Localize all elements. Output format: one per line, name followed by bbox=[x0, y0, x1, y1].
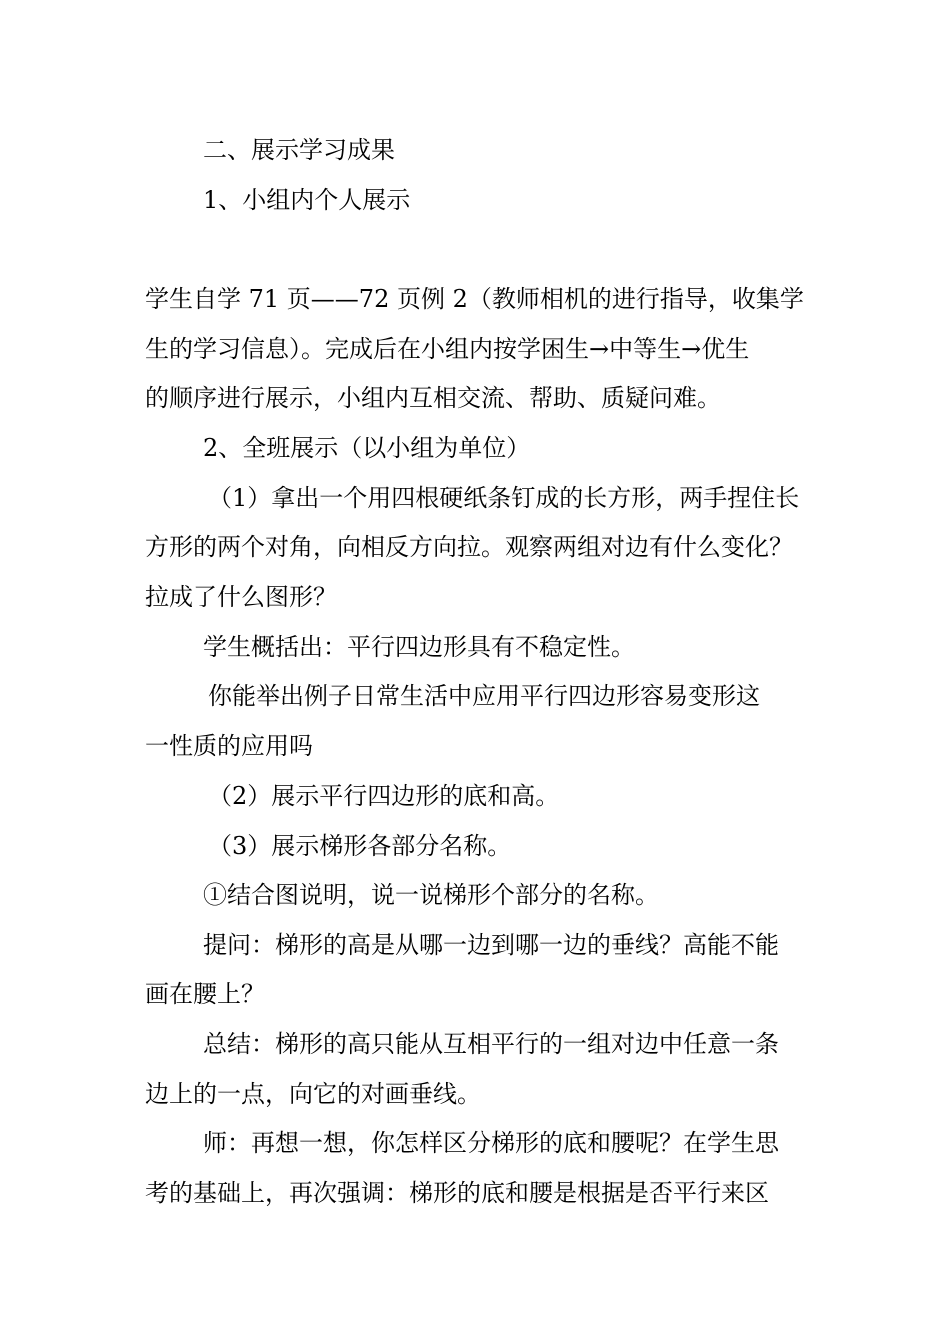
subsection-heading: 1、小组内个人展示 bbox=[203, 186, 411, 214]
paragraph-line: 学生自学 71 页——72 页例 2（教师相机的进行指导，收集学 bbox=[145, 285, 804, 313]
paragraph-line: ①结合图说明，说一说梯形个部分的名称。 bbox=[203, 881, 659, 909]
paragraph-line: 总结：梯形的高只能从互相平行的一组对边中任意一条 bbox=[203, 1030, 779, 1058]
paragraph-line: 拉成了什么图形？ bbox=[145, 583, 337, 611]
paragraph-line: （1）拿出一个用四根硬纸条钉成的长方形，两手捏住长 bbox=[208, 484, 800, 512]
paragraph-line: 边上的一点，向它的对画垂线。 bbox=[145, 1080, 481, 1108]
paragraph-line: 提问：梯形的高是从哪一边到哪一边的垂线？高能不能 bbox=[203, 931, 779, 959]
paragraph-line: 生的学习信息）。完成后在小组内按学困生→中等生→优生 bbox=[145, 335, 750, 363]
paragraph-line: 一性质的应用吗 bbox=[145, 732, 313, 760]
section-heading: 二、展示学习成果 bbox=[203, 136, 395, 164]
paragraph-line: 你能举出例子日常生活中应用平行四边形容易变形这 bbox=[208, 682, 760, 710]
paragraph-line: 考的基础上，再次强调：梯形的底和腰是根据是否平行来区 bbox=[145, 1179, 769, 1207]
paragraph-line: （3）展示梯形各部分名称。 bbox=[208, 832, 512, 860]
paragraph-line: 的顺序进行展示，小组内互相交流、帮助、质疑问难。 bbox=[145, 384, 721, 412]
paragraph-line: 学生概括出：平行四边形具有不稳定性。 bbox=[203, 633, 635, 661]
paragraph-line: 画在腰上？ bbox=[145, 980, 265, 1008]
paragraph-line: 方形的两个对角，向相反方向拉。观察两组对边有什么变化？ bbox=[145, 533, 793, 561]
subsection-heading: 2、全班展示（以小组为单位） bbox=[203, 434, 531, 462]
paragraph-line: 师：再想一想，你怎样区分梯形的底和腰呢？在学生思 bbox=[203, 1129, 779, 1157]
paragraph-line: （2）展示平行四边形的底和高。 bbox=[208, 782, 560, 810]
